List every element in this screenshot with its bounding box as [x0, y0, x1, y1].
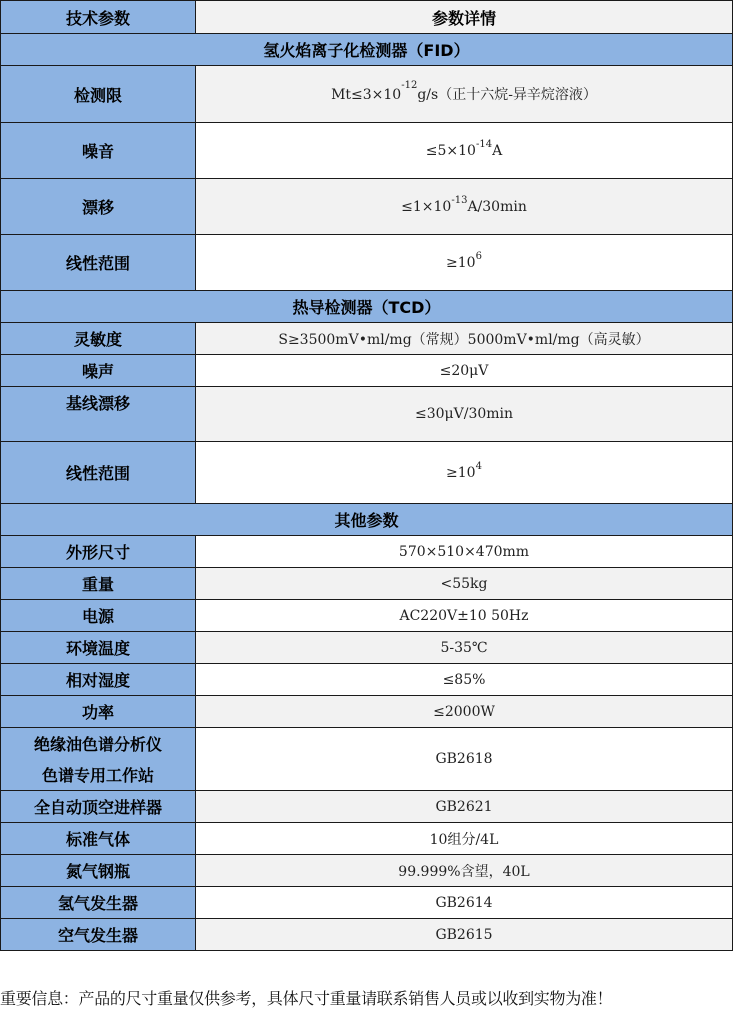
row-label: 功率	[1, 696, 196, 728]
exponent: 6	[475, 250, 482, 262]
row-label: 基线漂移	[1, 387, 196, 442]
exponent: -13	[451, 194, 468, 206]
other-section-title: 其他参数	[1, 504, 733, 536]
exponent: -12	[401, 80, 418, 91]
row-value: S≥3500mV•ml/mg（常规）5000mV•ml/mg（高灵敏）	[196, 323, 733, 355]
fid-section-title: 氢火焰离子化检测器（FID）	[1, 34, 733, 66]
table-row	[1, 235, 733, 291]
row-value: 10组分/4L	[196, 823, 733, 855]
software-label-line1: 绝缘油色谱分析仪	[33, 735, 162, 754]
exponent: 4	[475, 460, 482, 472]
row-label: 线性范围	[1, 442, 196, 504]
row-label: 检测限	[1, 66, 196, 123]
row-value: 99.999%含望，40L	[196, 855, 733, 887]
row-value: ≤30μV/30min	[196, 387, 733, 442]
row-value: GB2615	[196, 919, 733, 951]
table-row	[1, 442, 733, 504]
table-row	[1, 696, 733, 728]
table-row	[1, 855, 733, 887]
table-header-row	[1, 1, 733, 34]
table-row	[1, 123, 733, 179]
row-label: 重量	[1, 568, 196, 600]
row-value: AC220V±10 50Hz	[196, 600, 733, 632]
table-row	[1, 323, 733, 355]
row-label: 全自动顶空进样器	[1, 791, 196, 823]
param-col-header: 技术参数	[1, 1, 196, 34]
table-row	[1, 791, 733, 823]
row-value: GB2618	[196, 728, 733, 791]
table-row	[1, 355, 733, 387]
row-value: ≤20μV	[196, 355, 733, 387]
table-row	[1, 632, 733, 664]
software-label-line2: 色谱专用工作站	[41, 766, 154, 785]
row-value: ≤2000W	[196, 696, 733, 728]
tcd-section-title: 热导检测器（TCD）	[1, 291, 733, 323]
table-row	[1, 887, 733, 919]
row-label: 线性范围	[1, 235, 196, 291]
exponent: -14	[475, 138, 493, 150]
row-label: 灵敏度	[1, 323, 196, 355]
table-row	[1, 919, 733, 951]
row-label: 环境温度	[1, 632, 196, 664]
row-value: 5-35℃	[196, 632, 733, 664]
row-label: 标准气体	[1, 823, 196, 855]
row-label: 相对湿度	[1, 664, 196, 696]
table-row	[1, 823, 733, 855]
table-row	[1, 568, 733, 600]
table-row	[1, 66, 733, 123]
row-label: 噪声	[1, 355, 196, 387]
row-value: 570×510×470mm	[196, 536, 733, 568]
row-value: $\ge 10^6$	[196, 235, 733, 291]
table-row	[1, 179, 733, 235]
row-value: $\le 5\times 10^{-14}A$	[196, 123, 733, 179]
row-value: GB2614	[196, 887, 733, 919]
row-value: $\le 1\times 10^{-13}A/30\min$	[196, 179, 733, 235]
row-label: 电源	[1, 600, 196, 632]
row-label	[1, 728, 196, 791]
row-label: 噪音	[1, 123, 196, 179]
table-row	[1, 387, 733, 442]
row-label: 空气发生器	[1, 919, 196, 951]
table-row	[1, 536, 733, 568]
row-label: 氢气发生器	[1, 887, 196, 919]
row-label: 外形尺寸	[1, 536, 196, 568]
row-label: 氮气钢瓶	[1, 855, 196, 887]
disclaimer-note: 重要信息：产品的尺寸重量仅供参考，具体尺寸重量请联系销售人员或以收到实物为准！	[0, 989, 613, 1008]
row-value: ≤85%	[196, 664, 733, 696]
row-value: <55kg	[196, 568, 733, 600]
row-value: GB2621	[196, 791, 733, 823]
row-value: $\ge 10^4$	[196, 442, 733, 504]
row-value: $Mt\le 3\times 10^{-12}g/s$（正十六烷-异辛烷溶液）	[196, 66, 733, 123]
table-row	[1, 664, 733, 696]
detail-col-header: 参数详情	[196, 1, 733, 34]
table-row	[1, 728, 733, 791]
row-label: 漂移	[1, 179, 196, 235]
table-row	[1, 600, 733, 632]
